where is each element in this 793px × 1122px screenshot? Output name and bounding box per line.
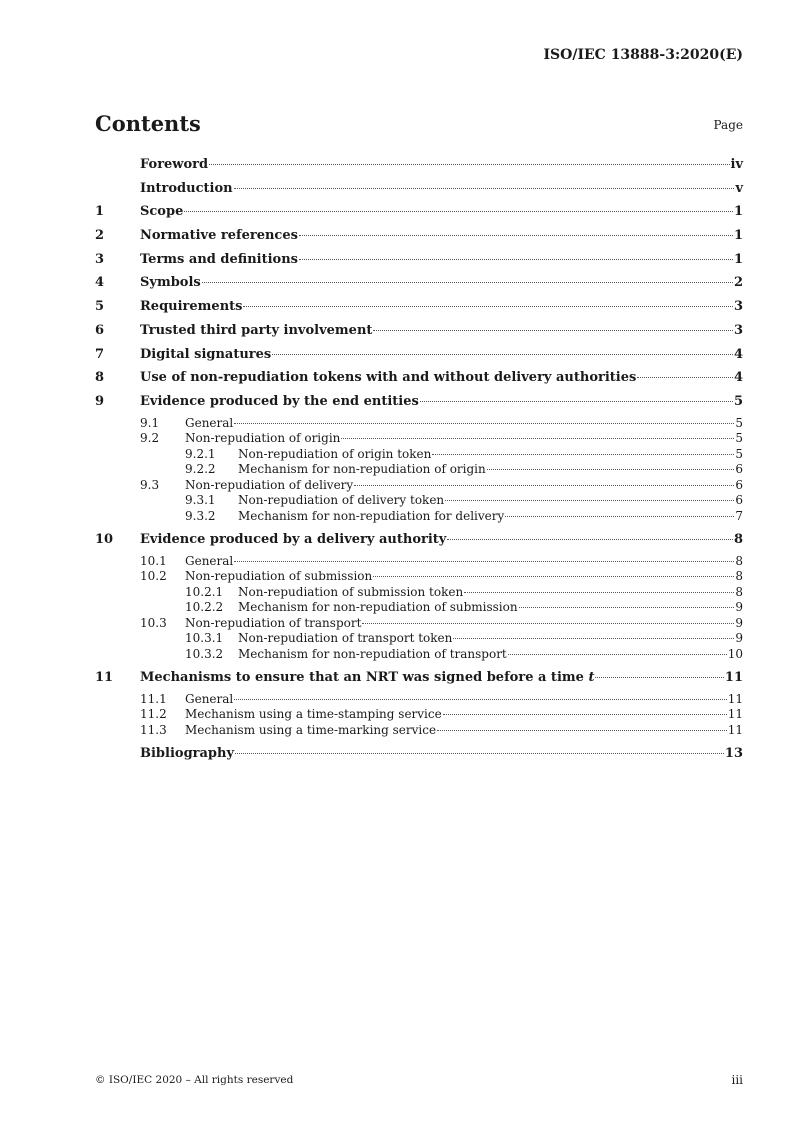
toc-entry-title: Mechanism for non-repudiation of submission — [238, 600, 518, 615]
dot-leader — [235, 753, 724, 754]
toc-entry-title: Non-repudiation of transport token — [238, 631, 453, 646]
toc-entry[interactable] — [95, 493, 743, 509]
toc-entry-number: 10.3.1 — [185, 631, 224, 646]
toc-entry-page: 5 — [735, 446, 743, 461]
dot-leader — [464, 592, 734, 593]
dot-leader — [243, 306, 732, 307]
toc-entry[interactable] — [95, 554, 743, 570]
page-number: iii — [731, 1073, 743, 1087]
dot-leader — [443, 714, 727, 715]
toc-entry-page: 1 — [733, 251, 743, 267]
toc-entry-number: 10.3.2 — [185, 646, 224, 661]
dot-leader — [299, 259, 733, 260]
toc-entry-page: 3 — [733, 299, 743, 315]
toc-entry-title: Non-repudiation of submission — [185, 569, 373, 584]
toc-entry-page: 6 — [735, 493, 743, 508]
toc-entry-page: 11 — [727, 707, 743, 722]
toc-entry-page: 5 — [735, 415, 743, 430]
table-of-contents — [95, 155, 743, 768]
toc-entry[interactable] — [95, 668, 743, 692]
toc-entry-page: iv — [730, 157, 743, 172]
toc-entry-number: 1 — [95, 204, 105, 220]
dot-leader — [234, 561, 734, 562]
dot-leader — [362, 623, 734, 624]
toc-entry-title: Scope — [140, 204, 184, 220]
toc-entry-page: 8 — [735, 584, 743, 599]
toc-entry-title: Non-repudiation of delivery — [185, 477, 354, 492]
toc-entry-number: 6 — [95, 322, 105, 338]
toc-entry-italic-variable: t — [588, 670, 595, 686]
toc-entry-title: Introduction — [140, 180, 233, 196]
toc-entry[interactable] — [95, 585, 743, 601]
toc-entry-page: 10 — [727, 646, 743, 661]
toc-entry[interactable] — [95, 530, 743, 554]
toc-entry-page: 5 — [733, 393, 743, 409]
toc-entry-title: Use of non-repudiation tokens with and without delivery authorities — [140, 370, 637, 386]
toc-entry[interactable] — [95, 478, 743, 494]
dot-leader — [445, 500, 734, 501]
toc-entry-number: 9.2.2 — [185, 462, 216, 477]
toc-entry[interactable] — [95, 345, 743, 369]
toc-entry-title: Mechanism using a time-marking service — [185, 722, 437, 737]
toc-entry-number: 8 — [95, 370, 105, 386]
toc-entry[interactable] — [95, 155, 743, 179]
dot-leader — [209, 164, 729, 165]
toc-entry-title: Non-repudiation of origin token — [238, 446, 432, 461]
toc-entry[interactable] — [95, 447, 743, 463]
toc-entry-title: Digital signatures — [140, 346, 272, 362]
toc-entry[interactable] — [95, 600, 743, 616]
toc-entry-page: 8 — [733, 532, 743, 548]
toc-entry-page: 11 — [724, 670, 743, 686]
toc-entry[interactable] — [95, 723, 743, 739]
dot-leader — [420, 401, 733, 402]
toc-entry-page: 1 — [733, 204, 743, 220]
toc-entry-number: 11.1 — [140, 691, 167, 706]
copyright-notice: © ISO/IEC 2020 – All rights reserved — [95, 1074, 294, 1086]
toc-entry-title: Mechanism for non-repudiation for delivery — [238, 508, 505, 523]
dot-leader — [299, 235, 733, 236]
dot-leader — [234, 423, 734, 424]
dot-leader — [202, 282, 733, 283]
toc-entry-title: Mechanism using a time-stamping service — [185, 707, 442, 722]
toc-entry-page: 11 — [727, 722, 743, 737]
dot-leader — [437, 730, 727, 731]
toc-entry[interactable] — [95, 250, 743, 274]
toc-entry-page: 7 — [735, 508, 743, 523]
toc-entry-page: 4 — [733, 346, 743, 362]
toc-entry[interactable] — [95, 368, 743, 392]
dot-leader — [505, 516, 734, 517]
page-column-label: Page — [713, 118, 743, 132]
toc-entry[interactable] — [95, 321, 743, 345]
toc-entry[interactable] — [95, 569, 743, 585]
toc-entry-number: 9.2 — [140, 431, 160, 446]
toc-entry-title: Symbols — [140, 275, 201, 291]
toc-entry-page: 9 — [735, 615, 743, 630]
toc-entry[interactable] — [95, 179, 743, 203]
toc-entry-page: 6 — [735, 477, 743, 492]
toc-entry-number: 4 — [95, 275, 105, 291]
toc-entry-title: Evidence produced by the end entities — [140, 393, 419, 409]
toc-entry-page: 8 — [735, 569, 743, 584]
toc-entry[interactable] — [95, 462, 743, 478]
toc-entry-number: 3 — [95, 251, 105, 267]
toc-entry-title: Requirements — [140, 299, 243, 315]
toc-entry-number: 10.2.2 — [185, 600, 224, 615]
toc-entry-number: 9 — [95, 393, 105, 409]
toc-entry-number: 7 — [95, 346, 105, 362]
dot-leader — [234, 188, 735, 189]
toc-entry-title: Non-repudiation of transport — [185, 615, 362, 630]
dot-leader — [447, 539, 733, 540]
dot-leader — [519, 607, 735, 608]
toc-entry-title: Non-repudiation of delivery token — [238, 493, 445, 508]
toc-entry-page: 3 — [733, 322, 743, 338]
toc-entry-page: 2 — [733, 275, 743, 291]
toc-entry-page: 4 — [733, 370, 743, 386]
dot-leader — [373, 330, 733, 331]
toc-entry-page: 1 — [733, 228, 743, 244]
toc-entry-title: Mechanism for non-repudiation of origin — [238, 462, 486, 477]
toc-entry-page: 9 — [735, 631, 743, 646]
dot-leader — [637, 377, 733, 378]
toc-entry-page: 5 — [735, 431, 743, 446]
toc-entry[interactable] — [95, 509, 743, 525]
toc-entry-number: 9.1 — [140, 415, 160, 430]
toc-entry-title: General — [185, 553, 234, 568]
toc-entry-number: 10.2.1 — [185, 584, 224, 599]
toc-entry-number: 9.2.1 — [185, 446, 216, 461]
dot-leader — [373, 576, 734, 577]
toc-entry-page: 11 — [727, 691, 743, 706]
toc-entry-number: 11.3 — [140, 722, 167, 737]
page-title: Contents — [95, 111, 201, 136]
toc-entry-title: General — [185, 415, 234, 430]
toc-entry-page: v — [735, 180, 743, 196]
toc-entry-number: 9.3.2 — [185, 508, 216, 523]
toc-entry-title: Terms and definitions — [140, 251, 298, 267]
toc-entry-title: Foreword — [140, 157, 209, 172]
toc-entry-number: 10.2 — [140, 569, 167, 584]
toc-entry-title: Normative references — [140, 228, 298, 244]
toc-entry[interactable] — [95, 431, 743, 447]
toc-entry-title: Non-repudiation of submission token — [238, 584, 464, 599]
toc-entry[interactable] — [95, 202, 743, 226]
toc-entry[interactable] — [95, 616, 743, 632]
toc-entry[interactable] — [95, 297, 743, 321]
document-id-header: ISO/IEC 13888-3:2020(E) — [543, 47, 743, 63]
dot-leader — [453, 638, 734, 639]
dot-leader — [341, 438, 734, 439]
toc-entry-page: 8 — [735, 553, 743, 568]
dot-leader — [272, 354, 733, 355]
toc-entry-number: 10 — [95, 532, 114, 548]
toc-entry-number: 10.3 — [140, 615, 167, 630]
dot-leader — [432, 454, 734, 455]
dot-leader — [508, 654, 727, 655]
toc-entry-number: 9.3 — [140, 477, 160, 492]
toc-entry[interactable] — [95, 416, 743, 432]
toc-entry[interactable] — [95, 392, 743, 416]
toc-entry-number: 2 — [95, 228, 105, 244]
toc-entry[interactable] — [95, 707, 743, 723]
toc-entry-number: 11 — [95, 670, 114, 686]
toc-entry-title: Bibliography — [140, 746, 235, 762]
toc-entry-title: Non-repudiation of origin — [185, 431, 341, 446]
dot-leader — [234, 699, 726, 700]
toc-entry-title: Evidence produced by a delivery authority — [140, 532, 447, 548]
toc-entry-number: 10.1 — [140, 553, 167, 568]
toc-entry-title: Mechanism for non-repudiation of transport — [238, 646, 507, 661]
toc-entry-number: 11.2 — [140, 707, 167, 722]
toc-entry[interactable] — [95, 647, 743, 663]
toc-entry-page: 13 — [724, 746, 743, 762]
toc-entry[interactable] — [95, 273, 743, 297]
toc-entry[interactable] — [95, 631, 743, 647]
toc-entry-page: 6 — [735, 462, 743, 477]
toc-entry[interactable] — [95, 692, 743, 708]
toc-entry[interactable] — [95, 226, 743, 250]
toc-entry-title: Trusted third party involvement — [140, 322, 373, 338]
toc-entry-title: Mechanisms to ensure that an NRT was signed before a time t — [140, 670, 595, 686]
dot-leader — [595, 677, 723, 678]
toc-entry-page: 9 — [735, 600, 743, 615]
dot-leader — [354, 485, 734, 486]
toc-entry-number: 9.3.1 — [185, 493, 216, 508]
toc-entry-number: 5 — [95, 299, 105, 315]
dot-leader — [184, 211, 733, 212]
toc-entry-title: General — [185, 691, 234, 706]
toc-entry[interactable] — [95, 744, 743, 768]
dot-leader — [487, 469, 735, 470]
